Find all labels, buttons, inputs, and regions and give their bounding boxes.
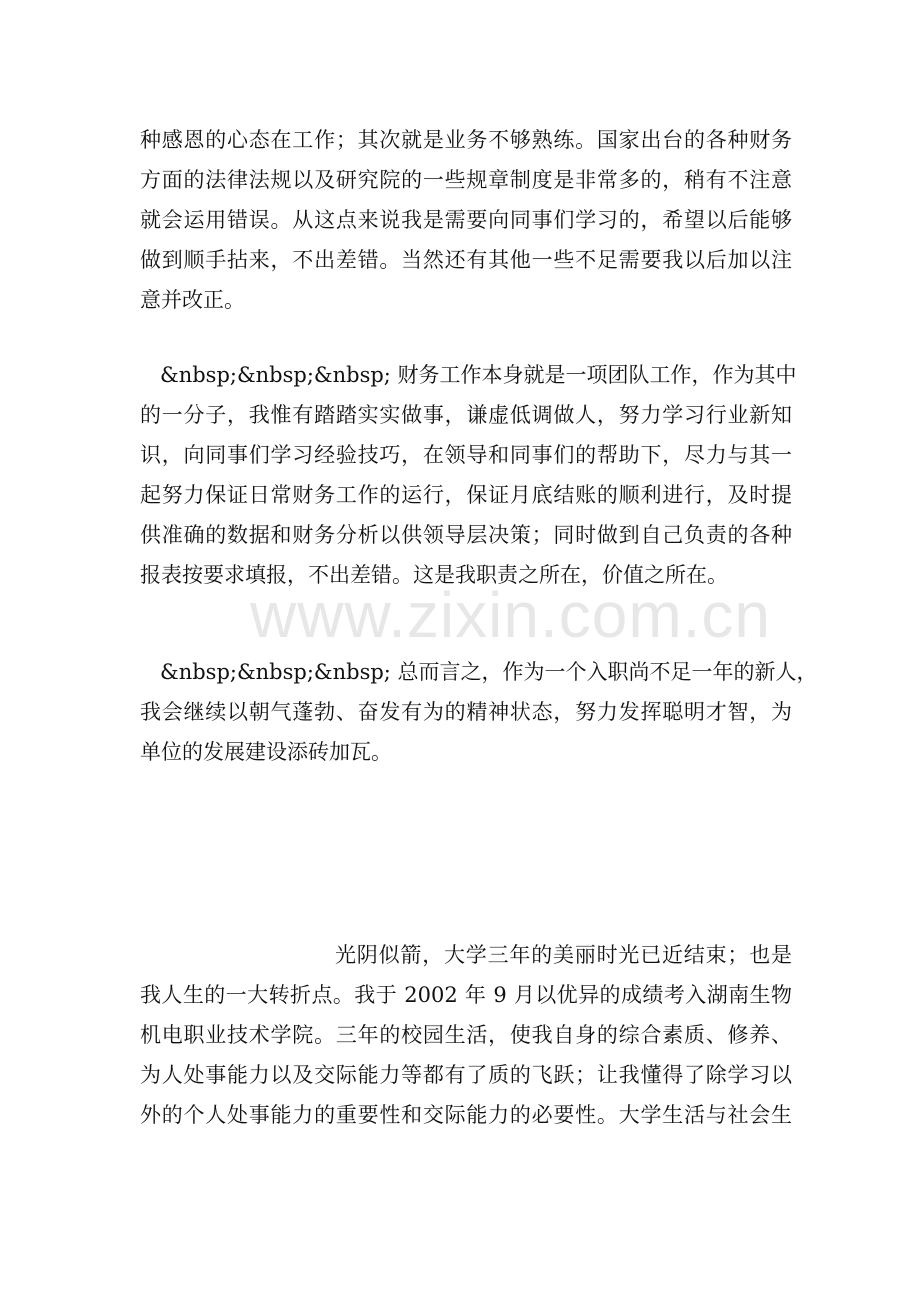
watermark: www.zixin.com.cn — [250, 579, 771, 651]
paragraph-1 — [140, 120, 792, 320]
paragraph-3 — [140, 652, 818, 772]
text-line: 意并改正。 — [140, 288, 245, 312]
text-line: 报表按要求填报，不出差错。这是我职责之所在，价值之所在。 — [140, 563, 728, 587]
text-line: 做到顺手拈来，不出差错。当然还有其他一些不足需要我以后加以注 — [140, 248, 792, 272]
text-line: &nbsp;&nbsp;&nbsp; 总而言之，作为一个入职尚不足一年的新人， — [160, 660, 818, 684]
text-line: 识，向同事们学习经验技巧，在领导和同事们的帮助下，尽力与其一 — [140, 443, 792, 467]
text-line: 就会运用错误。从这点来说我是需要向同事们学习的，希望以后能够 — [140, 208, 792, 232]
text-line: 光阴似箭，大学三年的美丽时光已近结束；也是 — [335, 943, 792, 967]
text-line: 起努力保证日常财务工作的运行，保证月底结账的顺利进行，及时提 — [140, 483, 792, 507]
text-line: 的一分子，我惟有踏踏实实做事，谦虚低调做人，努力学习行业新知 — [140, 403, 792, 427]
text-line: 我人生的一大转折点。我于 2002 年 9 月以优异的成绩考入湖南生物 — [140, 983, 792, 1007]
text-line: 为人处事能力以及交际能力等都有了质的飞跃；让我懂得了除学习以 — [140, 1063, 792, 1087]
paragraph-2 — [140, 355, 797, 595]
paragraph-4 — [140, 935, 792, 1135]
text-line: 单位的发展建设添砖加瓦。 — [140, 740, 392, 764]
text-line: 方面的法律法规以及研究院的一些规章制度是非常多的，稍有不注意 — [140, 168, 792, 192]
text-line: &nbsp;&nbsp;&nbsp; 财务工作本身就是一项团队工作，作为其中 — [160, 363, 797, 387]
text-line: 外的个人处事能力的重要性和交际能力的必要性。大学生活与社会生 — [140, 1103, 792, 1127]
text-line: 供准确的数据和财务分析以供领导层决策；同时做到自己负责的各种 — [140, 523, 792, 547]
text-line: 机电职业技术学院。三年的校园生活，使我自身的综合素质、修养、 — [140, 1023, 792, 1047]
text-line: 种感恩的心态在工作；其次就是业务不够熟练。国家出台的各种财务 — [140, 128, 792, 152]
text-line: 我会继续以朝气蓬勃、奋发有为的精神状态，努力发挥聪明才智，为 — [140, 700, 792, 724]
